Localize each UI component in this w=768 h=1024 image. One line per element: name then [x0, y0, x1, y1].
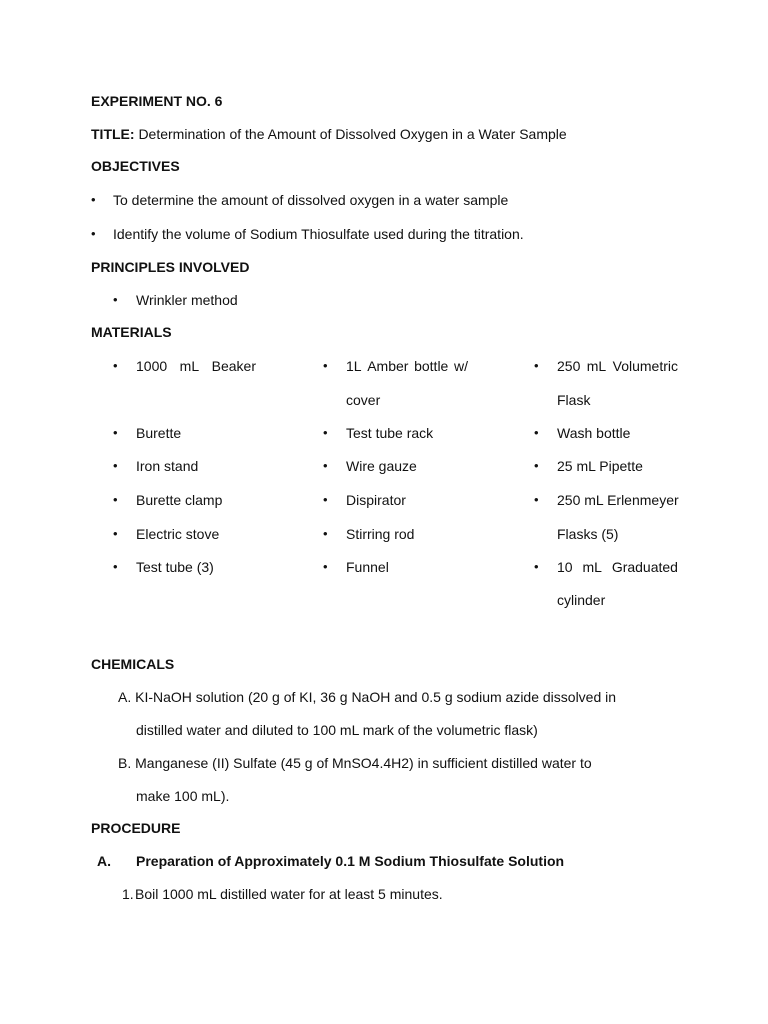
materials-heading: MATERIALS [91, 324, 172, 340]
chemical-item-a-continued: distilled water and diluted to 100 mL mark of the volumetric flask) [136, 722, 538, 738]
bullet-icon: • [113, 526, 118, 541]
material-item: Test tube (3) [136, 559, 214, 575]
material-item: Wire gauze [346, 458, 417, 474]
bullet-icon: • [323, 358, 328, 373]
principles-heading: PRINCIPLES INVOLVED [91, 259, 250, 275]
procedure-step-text: Boil 1000 mL distilled water for at least 5 minutes. [135, 886, 443, 902]
material-word: Volumetric [612, 358, 678, 374]
title-text: Determination of the Amount of Dissolved Oxygen in a Water Sample [138, 126, 567, 142]
bullet-icon: • [323, 559, 328, 574]
bullet-icon: • [534, 559, 539, 574]
material-item: Electric stove [136, 526, 220, 542]
experiment-number: EXPERIMENT NO. 6 [91, 93, 223, 109]
material-item: Burette [136, 425, 182, 441]
procedure-step-number: 1. [122, 886, 134, 902]
bullet-icon: • [113, 425, 118, 440]
principle-item: Wrinkler method [136, 292, 238, 308]
material-item-continued: cylinder [557, 592, 606, 608]
bullet-icon: • [91, 226, 96, 241]
title-label: TITLE: [91, 126, 135, 142]
bullet-icon: • [323, 425, 328, 440]
title-line [91, 125, 567, 143]
objective-item: To determine the amount of dissolved oxygen in a water sample [113, 192, 509, 208]
material-item: 25 mL Pipette [557, 458, 643, 474]
material-item: Wash bottle [557, 425, 631, 441]
bullet-icon: • [534, 458, 539, 473]
procedure-heading: PROCEDURE [91, 820, 181, 836]
bullet-icon: • [534, 425, 539, 440]
bullet-icon: • [113, 292, 118, 307]
objective-item: Identify the volume of Sodium Thiosulfate used during the titration. [113, 226, 524, 242]
material-item: Iron stand [136, 458, 199, 474]
material-item-continued: Flask [557, 392, 591, 408]
material-item: 250 mL Erlenmeyer [557, 492, 679, 508]
bullet-icon: • [323, 458, 328, 473]
material-word: mL [582, 559, 602, 575]
material-word: Beaker [211, 358, 256, 374]
bullet-icon: • [113, 559, 118, 574]
material-word: Amber [367, 358, 409, 374]
material-item [136, 357, 256, 375]
material-word: bottle [414, 358, 449, 374]
material-item [557, 558, 678, 576]
material-item: Burette clamp [136, 492, 223, 508]
chemical-item-b-continued: make 100 mL). [136, 788, 230, 804]
material-word: Graduated [611, 559, 678, 575]
bullet-icon: • [323, 492, 328, 507]
bullet-icon: • [113, 358, 118, 373]
material-word: 1L [346, 358, 362, 374]
material-word: 10 [557, 559, 573, 575]
material-word: 1000 [136, 358, 168, 374]
procedure-section-title: Preparation of Approximately 0.1 M Sodium Thiosulfate Solution [136, 853, 565, 869]
bullet-icon: • [323, 526, 328, 541]
material-word: 250 [557, 358, 581, 374]
bullet-icon: • [534, 358, 539, 373]
material-word: mL [586, 358, 607, 374]
material-item-continued: cover [346, 392, 381, 408]
bullet-icon: • [534, 492, 539, 507]
material-item [346, 357, 468, 375]
material-item [557, 357, 678, 375]
material-item-continued: Flasks (5) [557, 526, 619, 542]
material-item: Dispirator [346, 492, 406, 508]
bullet-icon: • [91, 192, 96, 207]
chemicals-heading: CHEMICALS [91, 656, 175, 672]
material-word: mL [179, 358, 200, 374]
chemical-item-a: A. KI-NaOH solution (20 g of KI, 36 g NaOH and 0.5 g sodium azide dissolved in [118, 689, 617, 705]
material-item: Test tube rack [346, 425, 434, 441]
bullet-icon: • [113, 458, 118, 473]
material-word: w/ [453, 358, 468, 374]
bullet-icon: • [113, 492, 118, 507]
procedure-section-letter: A. [97, 853, 111, 869]
material-item: Funnel [346, 559, 389, 575]
objectives-heading: OBJECTIVES [91, 158, 180, 174]
chemical-item-b: B. Manganese (II) Sulfate (45 g of MnSO4.4H2) in sufficient distilled water to [118, 755, 592, 771]
material-item: Stirring rod [346, 526, 415, 542]
